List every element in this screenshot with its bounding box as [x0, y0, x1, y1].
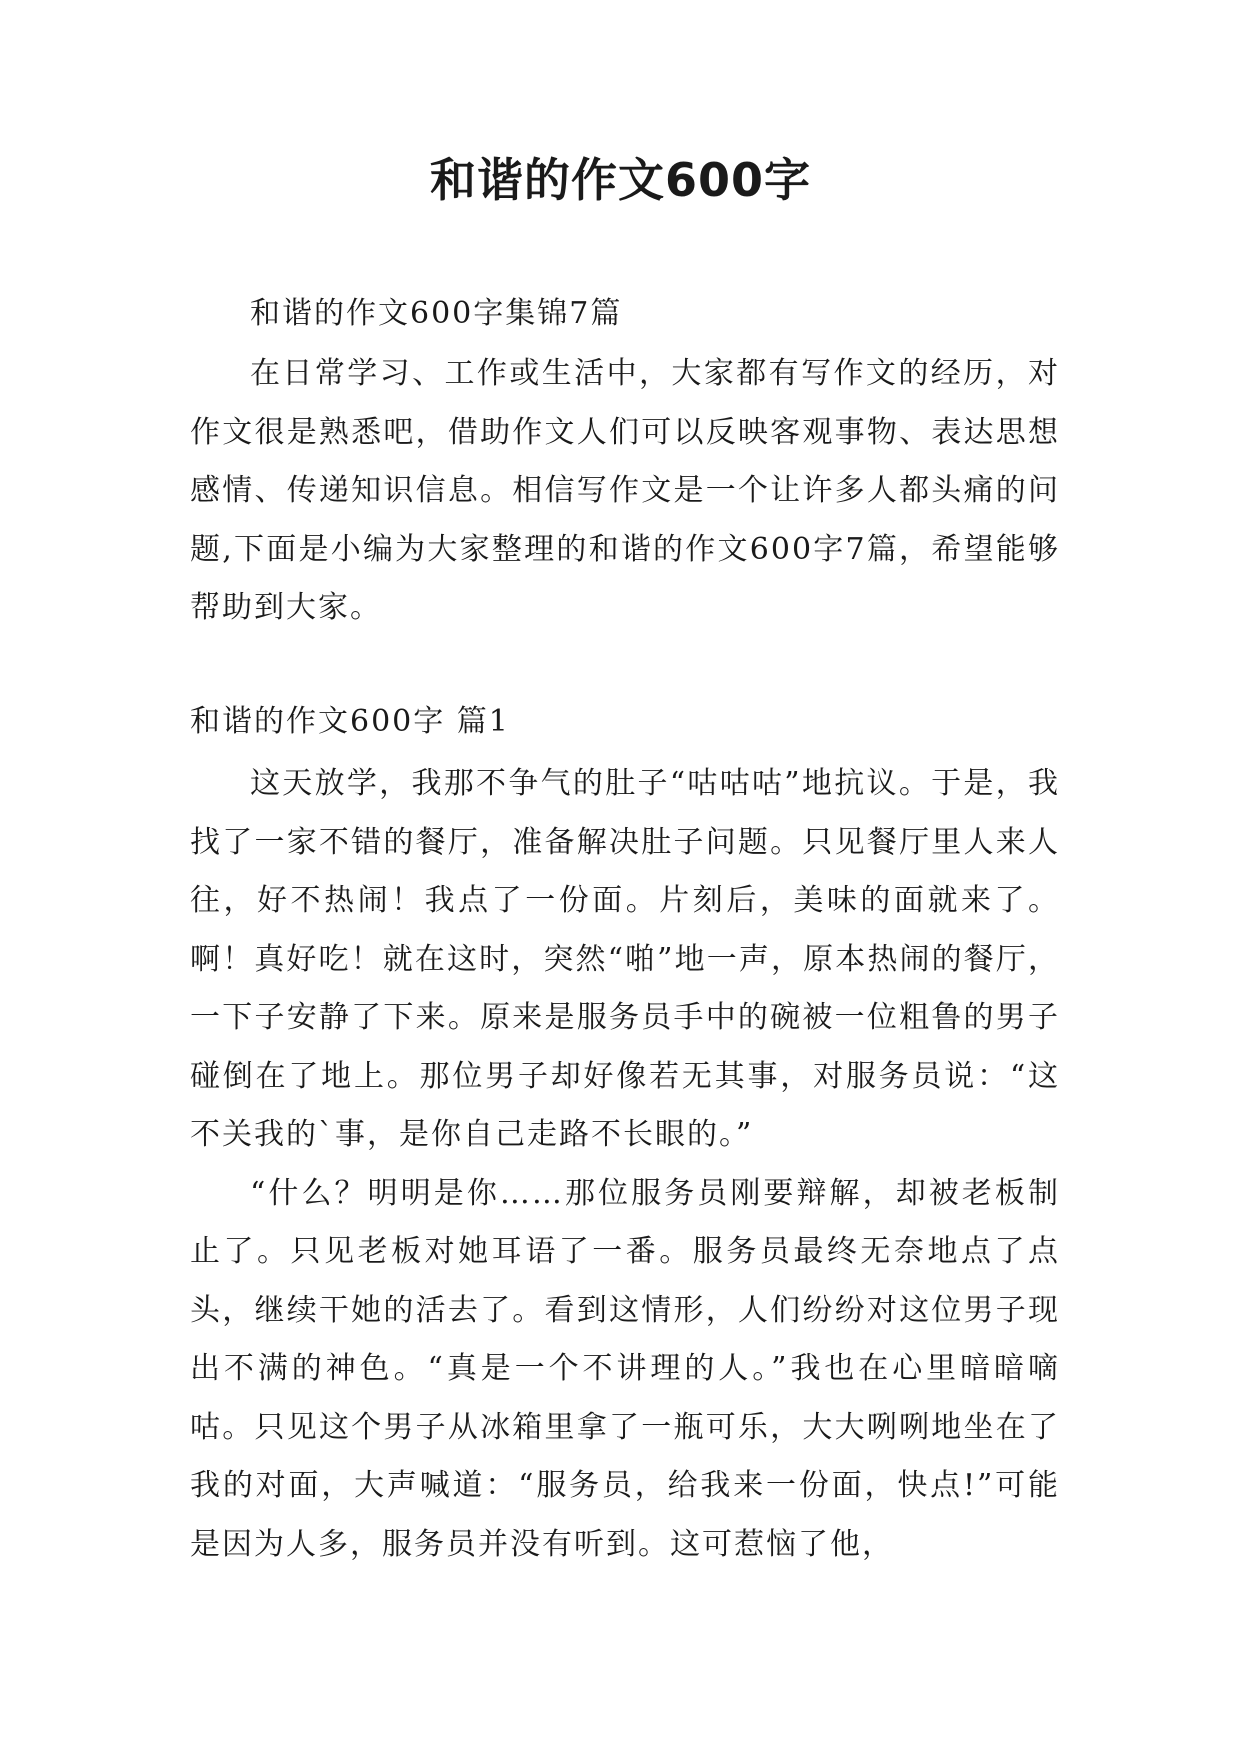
- body-paragraph: 这天放学，我那不争气的肚子“咕咕咕”地抗议。于是，我找了一家不错的餐厅，准备解决肚子问题。只见餐厅里人来人往，好不热闹！我点了一份面。片刻后，美味的面就来了。啊！真好吃！就在这时，突然“啪”地一声，原本热闹的餐厅，一下子安静了下来。原来是服务员手中的碗被一位粗鲁的男子碰倒在了地上。那位男子却好像若无其事，对服务员说：“这不关我的`事，是你自己走路不长眼的。”: [190, 766, 1060, 1152]
- collection-subtitle: 和谐的作文600字集锦7篇: [250, 296, 623, 331]
- document-title: 和谐的作文600字: [429, 153, 812, 207]
- intro-paragraph: 在日常学习、工作或生活中，大家都有写作文的经历，对作文很是熟悉吧，借助作文人们可以反映客观事物、表达思想感情、传递知识信息。相信写作文是一个让许多人都头痛的问题,下面是小编为大家整理的和谐的作文600字7篇，希望能够帮助到大家。: [190, 356, 1060, 625]
- section-heading: 和谐的作文600字 篇1: [190, 704, 510, 739]
- essay-body: [190, 755, 1060, 1574]
- body-paragraph: “什么？明明是你……那位服务员刚要辩解，却被老板制止了。只见老板对她耳语了一番。服务员最终无奈地点了点头，继续干她的活去了。看到这情形，人们纷纷对这位男子现出不满的神色。“真是一个不讲理的人。”我也在心里暗暗嘀咕。只见这个男子从冰箱里拿了一瓶可乐，大大咧咧地坐在了我的对面，大声喊道：“服务员，给我来一份面，快点!”可能是因为人多，服务员并没有听到。这可惹恼了他，: [190, 1175, 1060, 1562]
